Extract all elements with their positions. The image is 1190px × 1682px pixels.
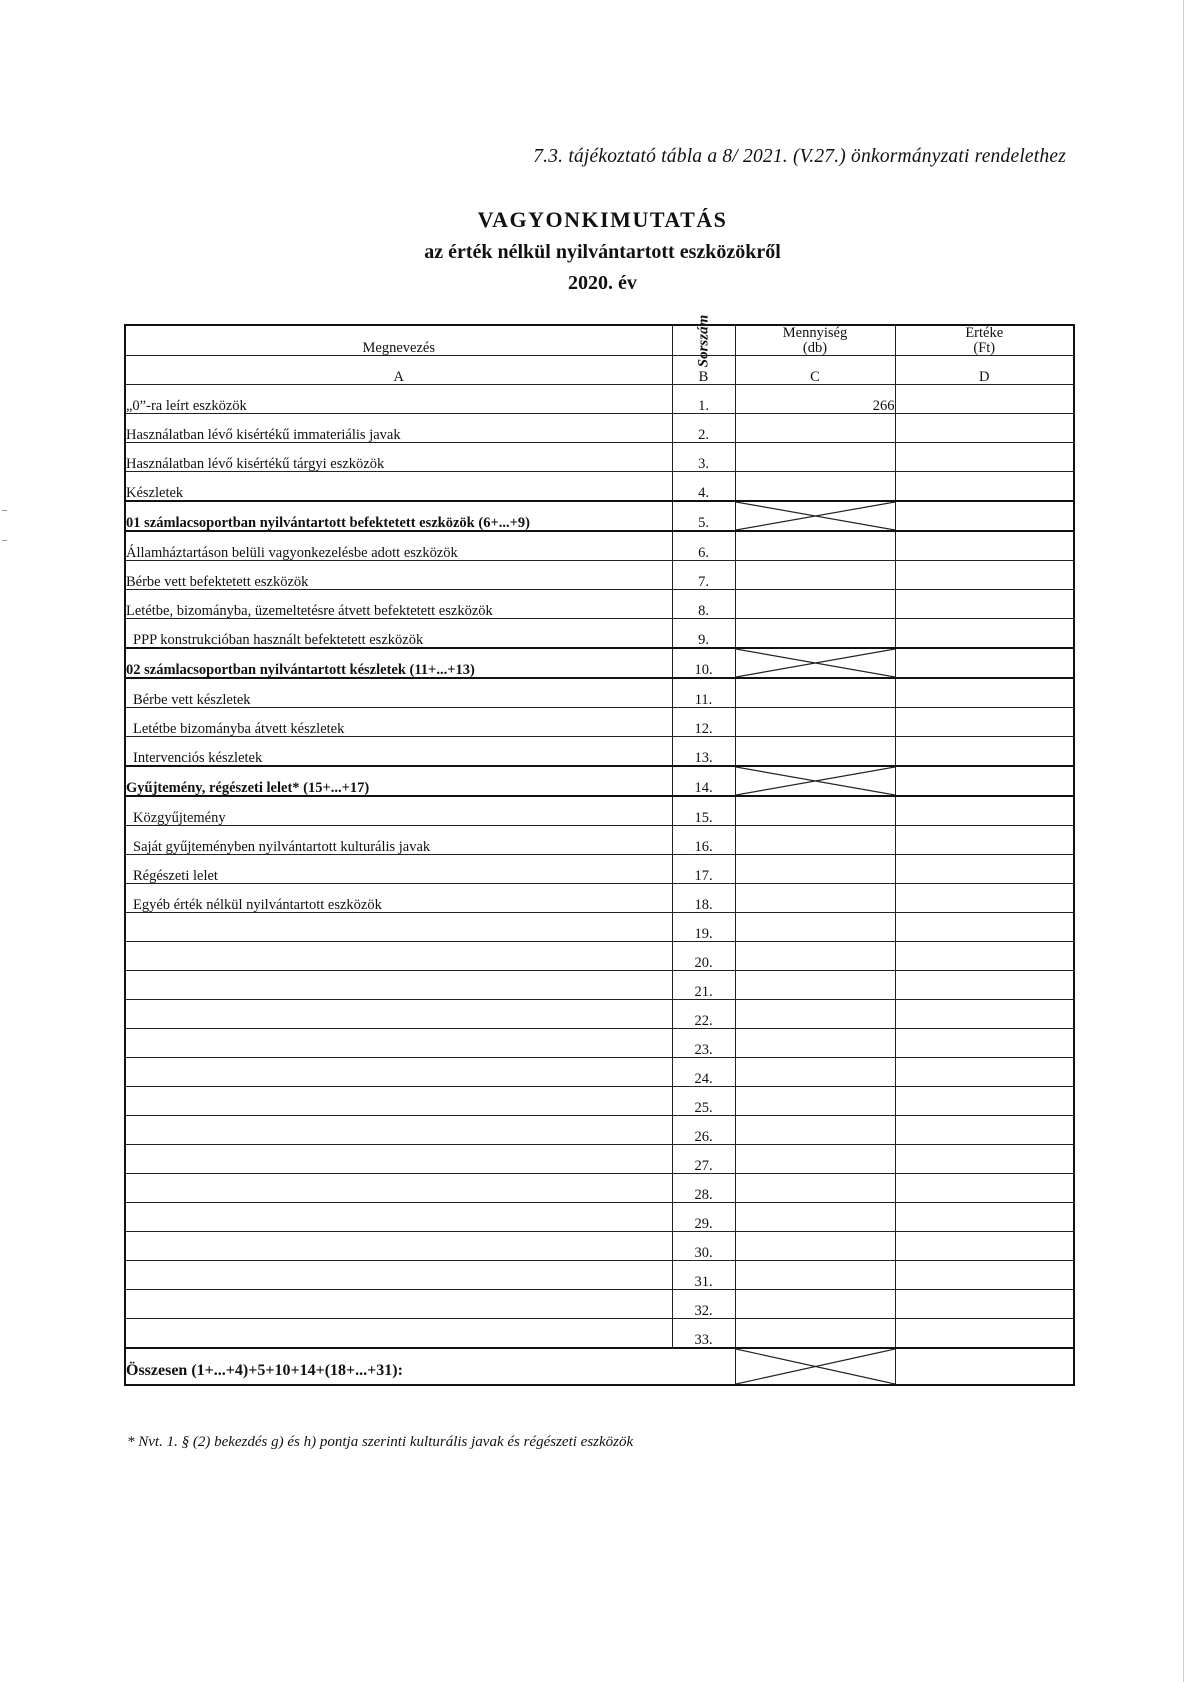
asset-table [124,314,1075,1386]
row-name: Gyűjtemény, régészeti lelet* (15+...+17) [125,766,672,796]
row-serial-number: 32. [672,1290,735,1319]
document-title: VAGYONKIMUTATÁS [477,207,728,232]
table-row [125,708,1074,737]
table-row [125,1000,1074,1029]
row-name: Bérbe vett készletek [125,678,672,708]
row-value [895,766,1074,796]
row-quantity [735,971,895,1000]
row-quantity [735,708,895,737]
row-serial-number: 8. [672,590,735,619]
row-value [895,1029,1074,1058]
row-name: Saját gyűjteményben nyilvántartott kulturális javak [125,826,672,855]
row-serial-number: 24. [672,1058,735,1087]
row-serial-number: 18. [672,884,735,913]
row-value [895,414,1074,443]
row-serial-number: 16. [672,826,735,855]
table-row [125,1145,1074,1174]
row-value [895,590,1074,619]
table-row [125,414,1074,443]
row-value [895,708,1074,737]
row-value [895,942,1074,971]
row-quantity [735,1000,895,1029]
row-name: Használatban lévő kisértékű tárgyi eszközök [125,443,672,472]
table-row [125,443,1074,472]
table-header-row [125,325,1074,356]
row-name [125,1145,672,1174]
row-serial-number: 23. [672,1029,735,1058]
row-name [125,1261,672,1290]
table-row [125,1116,1074,1145]
row-serial-number: 25. [672,1087,735,1116]
row-value [895,1290,1074,1319]
table-row [125,1058,1074,1087]
row-quantity [735,619,895,649]
row-name: „0”-ra leírt eszközök [125,385,672,414]
row-name: Letétbe, bizományba, üzemeltetésre átvett befektetett eszközök [125,590,672,619]
row-serial-number: 13. [672,737,735,767]
table-row [125,1319,1074,1349]
row-serial-number: 33. [672,1319,735,1349]
row-quantity [735,561,895,590]
row-name [125,1116,672,1145]
table-row [125,619,1074,649]
row-serial-number: 6. [672,531,735,561]
row-name: Régészeti lelet [125,855,672,884]
column-header-quantity [735,325,895,356]
row-name [125,1319,672,1349]
table-row [125,971,1074,1000]
row-name: Egyéb érték nélkül nyilvántartott eszközök [125,884,672,913]
column-letter: C [735,356,895,385]
regulation-reference: 7.3. tájékoztató tábla a 8/ 2021. (V.27.) önkormányzati rendelethez [533,146,1066,167]
row-value [895,796,1074,826]
table-row [125,1261,1074,1290]
quantity-unit: (db) [802,339,828,356]
row-quantity [735,443,895,472]
row-value [895,561,1074,590]
row-serial-number: 29. [672,1203,735,1232]
row-quantity [735,1261,895,1290]
row-quantity [735,942,895,971]
table-row [125,796,1074,826]
row-value [895,1232,1074,1261]
column-letter: D [895,356,1074,385]
row-serial-number: 3. [672,443,735,472]
row-value [895,971,1074,1000]
row-value [895,531,1074,561]
row-quantity [735,1203,895,1232]
row-quantity [735,737,895,767]
cross-mark-icon [736,502,895,530]
document-subtitle: az érték nélkül nyilvántartott eszközökről [424,241,781,263]
row-value [895,385,1074,414]
row-name: Intervenciós készletek [125,737,672,767]
table-row [125,826,1074,855]
row-quantity [735,1232,895,1261]
serial-label: Sorszám [695,314,711,367]
row-value [895,826,1074,855]
row-value [895,1203,1074,1232]
row-name: Készletek [125,472,672,502]
table-row [125,884,1074,913]
row-value [895,1145,1074,1174]
row-serial-number: 4. [672,472,735,502]
table-row [125,737,1074,767]
row-value [895,501,1074,531]
row-quantity [735,414,895,443]
row-value [895,1261,1074,1290]
row-serial-number: 7. [672,561,735,590]
row-name [125,1058,672,1087]
row-value [895,1174,1074,1203]
column-header-serial [672,314,735,367]
column-header-name: Megnevezés [125,325,672,356]
margin-mark [2,510,7,511]
row-name: Bérbe vett befektetett eszközök [125,561,672,590]
row-quantity [735,1058,895,1087]
row-serial-number: 31. [672,1261,735,1290]
row-name: Államháztartáson belüli vagyonkezelésbe adott eszközök [125,531,672,561]
table-row [125,913,1074,942]
row-serial-number: 15. [672,796,735,826]
margin-mark [2,540,7,541]
crossed-out-cell [735,501,895,531]
row-serial-number: 9. [672,619,735,649]
row-name [125,1203,672,1232]
row-value [895,619,1074,649]
cross-mark-icon [736,1349,895,1384]
total-row [125,1348,1074,1385]
row-name: PPP konstrukcióban használt befektetett eszközök [125,619,672,649]
row-quantity [735,1174,895,1203]
row-value [895,1000,1074,1029]
row-quantity [735,590,895,619]
column-letter: A [125,356,672,385]
column-letter-row [125,356,1074,385]
row-value [895,648,1074,678]
table-row [125,1203,1074,1232]
row-serial-number: 20. [672,942,735,971]
row-quantity [735,855,895,884]
table-row [125,561,1074,590]
row-quantity [735,531,895,561]
table-row [125,1174,1074,1203]
row-name [125,1232,672,1261]
row-value [895,443,1074,472]
row-value [895,855,1074,884]
value-unit: (Ft) [973,339,996,356]
row-quantity [735,1029,895,1058]
table-row [125,590,1074,619]
row-serial-number: 26. [672,1116,735,1145]
row-name [125,1000,672,1029]
row-serial-number: 28. [672,1174,735,1203]
row-quantity [735,678,895,708]
crossed-out-cell [735,648,895,678]
row-value [895,1058,1074,1087]
value-label: Értéke [965,325,1004,341]
quantity-label: Mennyiség [782,325,848,341]
cross-mark-icon [736,767,895,795]
row-value [895,678,1074,708]
row-name [125,1290,672,1319]
crossed-out-cell [735,1348,895,1385]
table-row [125,1087,1074,1116]
total-value-cell [895,1348,1074,1385]
table-row [125,385,1074,414]
row-value [895,1319,1074,1349]
column-letter: B [672,356,735,385]
row-name: 01 számlacsoportban nyilvántartott befektetett eszközök (6+...+9) [125,501,672,531]
row-quantity [735,1319,895,1349]
row-value [895,737,1074,767]
row-serial-number: 5. [672,501,735,531]
row-value [895,884,1074,913]
row-serial-number: 12. [672,708,735,737]
column-header-value [895,325,1074,356]
table-row [125,472,1074,502]
table-row [125,1029,1074,1058]
row-serial-number: 30. [672,1232,735,1261]
row-name [125,913,672,942]
table-row [125,648,1074,678]
row-serial-number: 10. [672,648,735,678]
row-name [125,942,672,971]
row-name [125,971,672,1000]
row-serial-number: 27. [672,1145,735,1174]
row-value [895,913,1074,942]
row-serial-number: 22. [672,1000,735,1029]
row-name [125,1174,672,1203]
table-row [125,501,1074,531]
table-row [125,766,1074,796]
row-quantity [735,826,895,855]
row-quantity [735,796,895,826]
row-value [895,1116,1074,1145]
row-name [125,1029,672,1058]
row-quantity [735,884,895,913]
row-value [895,472,1074,502]
row-quantity [735,1116,895,1145]
crossed-out-cell [735,766,895,796]
footnote: * Nvt. 1. § (2) bekezdés g) és h) pontja szerinti kulturális javak és régészeti eszközök [127,1434,634,1450]
table-body [125,385,1074,1349]
table-row [125,942,1074,971]
total-label: Összesen (1+...+4)+5+10+14+(18+...+31): [125,1348,735,1385]
row-name: Használatban lévő kisértékű immateriális javak [125,414,672,443]
table-row [125,531,1074,561]
row-name: 02 számlacsoportban nyilvántartott készletek (11+...+13) [125,648,672,678]
row-quantity [735,913,895,942]
row-serial-number: 2. [672,414,735,443]
table-row [125,678,1074,708]
row-name: Közgyűjtemény [125,796,672,826]
row-serial-number: 1. [672,385,735,414]
row-quantity [735,1087,895,1116]
row-name: Letétbe bizományba átvett készletek [125,708,672,737]
row-serial-number: 19. [672,913,735,942]
row-serial-number: 17. [672,855,735,884]
document-year: 2020. év [568,272,637,294]
row-quantity [735,1290,895,1319]
row-serial-number: 21. [672,971,735,1000]
row-quantity [735,472,895,502]
row-serial-number: 14. [672,766,735,796]
table-row [125,1290,1074,1319]
row-quantity: 266 [735,385,895,414]
row-value [895,1087,1074,1116]
table-row [125,1232,1074,1261]
table-row [125,855,1074,884]
row-serial-number: 11. [672,678,735,708]
row-quantity [735,1145,895,1174]
cross-mark-icon [736,649,895,677]
row-name [125,1087,672,1116]
